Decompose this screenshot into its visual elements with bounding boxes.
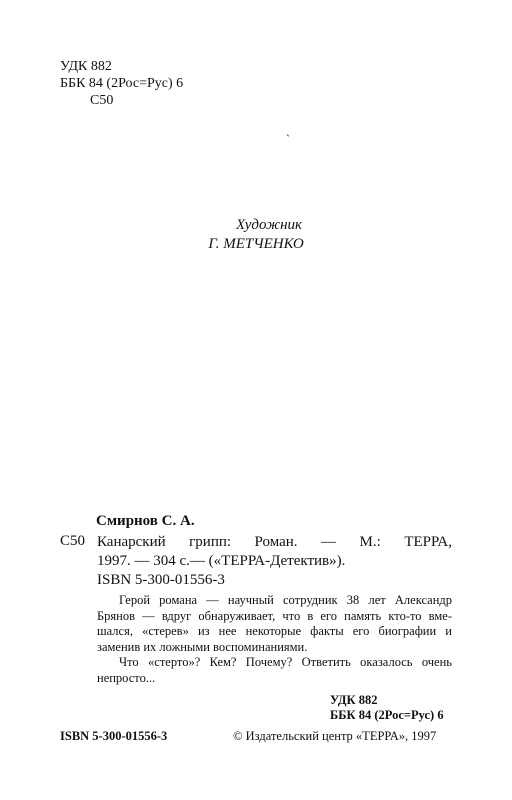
footer-classification: [330, 693, 444, 723]
annotation-line: непросто...: [97, 670, 156, 685]
annotation-paragraph: [97, 655, 452, 686]
stray-print-mark: `: [286, 132, 290, 146]
footer-udk: УДК 882: [330, 693, 378, 707]
annotation-line: шался, «стерев» из нее некоторые факты его биографии и: [97, 624, 452, 638]
annotation-paragraph: [97, 593, 452, 655]
udk-code: УДК 882: [60, 59, 112, 74]
footer-isbn: ISBN 5-300-01556-3: [60, 729, 168, 743]
annotation-line: Брянов — вдруг обнаруживает, что в его память кто-то вме-: [97, 608, 452, 623]
copyright-notice: © Издательский центр «ТЕРРА», 1997: [233, 729, 437, 743]
annotation-line: заменив их ложными воспоминаниями.: [97, 639, 308, 654]
annotation-line: Герой романа — научный сотрудник 38 лет Александр: [119, 593, 452, 607]
bibliographic-record: [97, 533, 452, 590]
biblio-code: С50: [60, 533, 86, 549]
author-mark-code: С50: [90, 93, 114, 108]
artist-role: Художник: [235, 217, 303, 233]
annotation: [97, 593, 452, 686]
classification-block: [60, 58, 183, 109]
bbk-code: ББК 84 (2Рос=Рус) 6: [60, 76, 184, 91]
annotation-line: Что «стерто»? Кем? Почему? Ответить оказалось очень: [119, 655, 452, 669]
biblio-title-line: Канарский грипп: Роман. — М.: ТЕРРА,: [97, 534, 452, 550]
artist-name: Г. МЕТЧЕНКО: [208, 236, 304, 252]
book-author: Смирнов С. А.: [96, 513, 195, 529]
artist-credit: [0, 216, 512, 254]
biblio-isbn: ISBN 5-300-01556-3: [97, 572, 225, 588]
footer-bbk: ББК 84 (2Рос=Рус) 6: [330, 708, 444, 722]
biblio-imprint-line: 1997. — 304 с.— («ТЕРРА-Детектив»).: [97, 553, 346, 569]
